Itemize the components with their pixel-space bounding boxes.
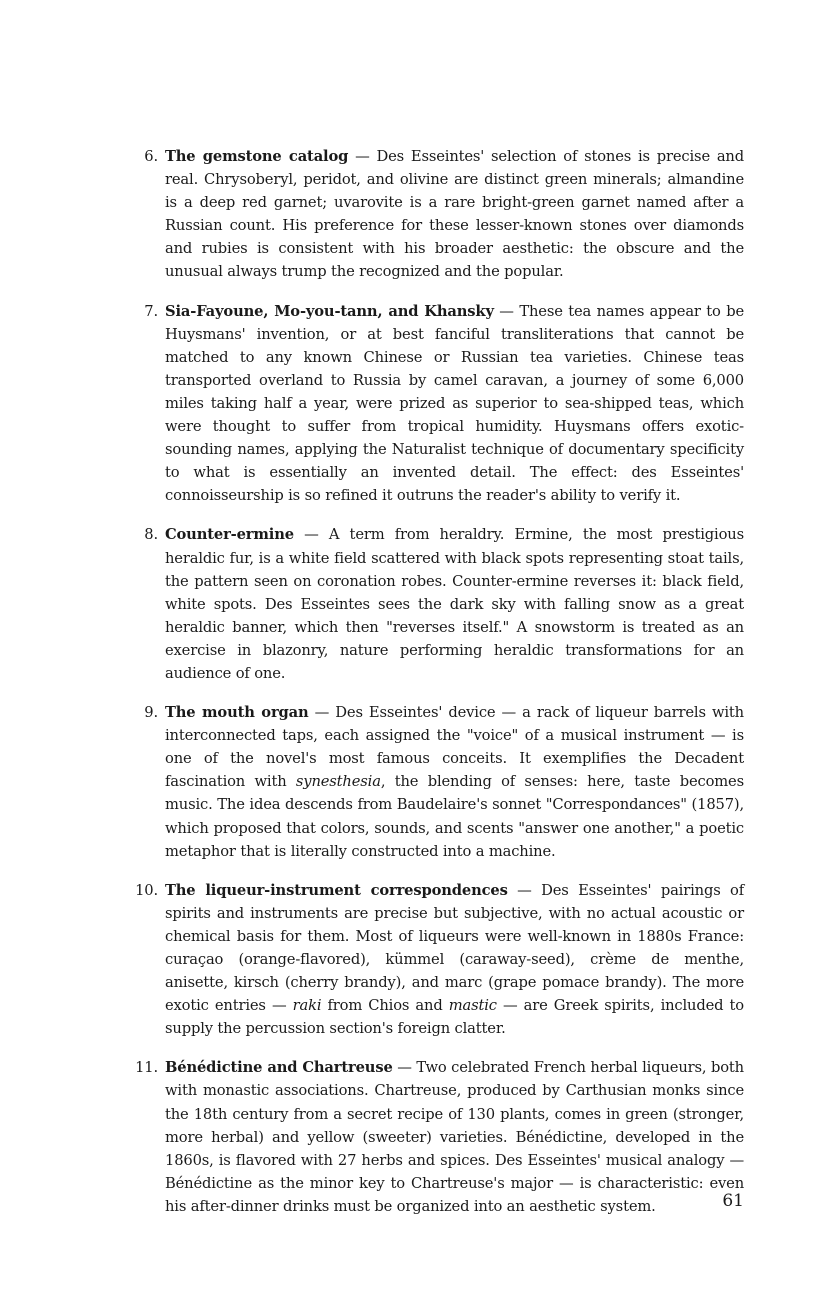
- note-text: — Two celebrated French herbal liqueurs, both with monastic associations. Chartreuse, produced by Carthusian monks since the 18th century from a secret recipe of 130 plants, comes in green (stronger, more herbal) and yellow (sweeter) varieties. Bénédictine, developed in the 1860s, is flavored with 27 herbs and spices. Des Esseintes' musical analogy — Bénédictine as the minor key to Chartreuse's major — is characteristic: even his after-dinner drinks must be organized into an aesthetic system.: [165, 1059, 744, 1215]
- endnote-7: [130, 300, 744, 508]
- note-text: — A term from heraldry. Ermine, the most prestigious heraldic fur, is a white field scattered with black spots representing stoat tails, the pattern seen on coronation robes. Counter-ermine reverses it: black field, white spots. Des Esseintes sees the dark sky with falling snow as a great heraldic banner, which then "reverses itself." A snowstorm is treated as an exercise in blazonry, nature performing heraldic transformations for an audience of one.: [165, 526, 744, 682]
- note-italic-term: raki: [292, 997, 322, 1015]
- note-italic-term: synesthesia: [295, 773, 381, 791]
- note-italic-term: mastic: [448, 997, 497, 1015]
- note-text: , the blending of senses: here, taste becomes music. The idea descends from Baudelaire's sonnet "Correspondances" (1857), which proposed that colors, sounds, and scents "answer one another," a poetic metaphor that is literally constructed into a machine.: [165, 773, 744, 860]
- note-number: 11.: [135, 1059, 158, 1077]
- note-term: The mouth organ: [165, 704, 309, 722]
- note-number: 10.: [135, 881, 158, 899]
- note-text: from Chios and: [321, 997, 449, 1015]
- endnote-11: [130, 1056, 744, 1218]
- note-number: 8.: [144, 526, 158, 544]
- note-term: The liqueur-instrument correspondences: [165, 881, 508, 899]
- note-number: 7.: [144, 302, 158, 320]
- note-text: — are Greek spirits, included to supply the percussion section's foreign clatter.: [165, 997, 744, 1038]
- note-text: — Des Esseintes' pairings of spirits and instruments are precise but subjective, with no actual acoustic or chemical basis for them. Most of liqueurs were well-known in 1880s France: curaçao (orange-flavored), kümmel (caraway-seed), crème de menthe, anisette, kirsch (cherry brandy), and marc (grape pomace brandy). The more exotic entries —: [165, 881, 744, 1015]
- endnote-6: [130, 145, 744, 284]
- endnote-8: [130, 523, 744, 685]
- note-term: Bénédictine and Chartreuse: [165, 1059, 393, 1077]
- endnotes-list: [130, 145, 744, 1234]
- page-number: 61: [722, 1191, 744, 1211]
- endnote-9: [130, 701, 744, 863]
- note-text: — These tea names appear to be Huysmans' invention, or at best fanciful transliterations that cannot be matched to any known Chinese or Russian tea varieties. Chinese teas transported overland to Russia by camel caravan, a journey of some 6,000 miles taking half a year, were prized as superior to sea-shipped teas, which were thought to suffer from tropical humidity. Huysmans offers exotic-sounding names, applying the Naturalist technique of documentary specificity to what is essentially an invented detail. The effect: des Esseintes' connoisseurship is so refined it outruns the reader's ability to verify it.: [165, 302, 744, 505]
- note-term: The gemstone catalog: [165, 148, 349, 165]
- endnote-10: [130, 879, 744, 1041]
- note-number: 6.: [144, 148, 158, 165]
- note-number: 9.: [144, 704, 158, 722]
- note-text: — Des Esseintes' device — a rack of liqueur barrels with interconnected taps, each assigned the "voice" of a musical instrument — is one of the novel's most famous conceits. It exemplifies the Decadent fascination with: [165, 704, 744, 791]
- note-text: — Des Esseintes' selection of stones is precise and real. Chrysoberyl, peridot, and olivine are distinct green minerals; almandine is a deep red garnet; uvarovite is a rare bright-green garnet named after a Russian count. His preference for these lesser-known stones over diamonds and rubies is consistent with his broader aesthetic: the obscure and the unusual always trump the recognized and the popular.: [165, 148, 744, 281]
- note-term: Counter-ermine: [165, 526, 294, 544]
- note-term: Sia-Fayoune, Mo-you-tann, and Khansky: [165, 302, 494, 320]
